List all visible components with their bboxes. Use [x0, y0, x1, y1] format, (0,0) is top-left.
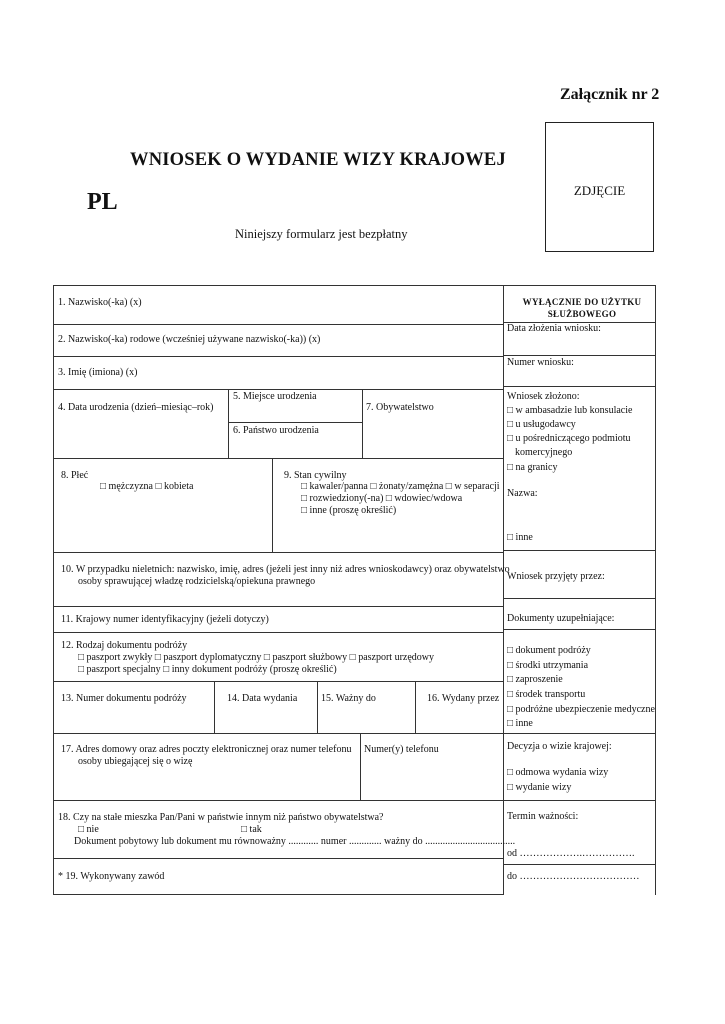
option-intermediary-cont: komercyjnego	[515, 447, 573, 458]
field-nationality: 7. Obywatelstwo	[366, 402, 434, 413]
official-use-header	[509, 296, 655, 320]
civil-status-options[interactable]: □ rozwiedziony(-na) □ wdowiec/wdowa	[301, 493, 463, 504]
doc-travel-document[interactable]: □ dokument podróży	[507, 645, 591, 656]
field-minor-guardian: 10. W przypadku nieletnich: nazwisko, imię, adres (jeżeli jest inny niż adres wnioskodawcy) oraz obywatelstwo	[61, 564, 510, 575]
option-other[interactable]: □ inne	[507, 532, 533, 543]
travel-document-options[interactable]: □ paszport specjalny □ inny dokument podróży (proszę określić)	[78, 664, 337, 675]
column-divider	[360, 733, 361, 800]
doc-invitation[interactable]: □ zaproszenie	[507, 674, 563, 685]
row-divider	[53, 858, 504, 859]
doc-other[interactable]: □ inne	[507, 718, 533, 729]
option-intermediary[interactable]: □ u pośredniczącego podmiotu	[507, 433, 631, 444]
field-travel-document-number: 13. Numer dokumentu podróży	[61, 693, 187, 704]
column-divider	[317, 681, 318, 733]
doc-means-of-transport[interactable]: □ środek transportu	[507, 689, 586, 700]
sex-options[interactable]: □ mężczyzna □ kobieta	[100, 481, 194, 492]
official-section-top-border	[504, 285, 656, 287]
residence-option-no[interactable]: □ nie	[78, 824, 99, 835]
option-embassy[interactable]: □ w ambasadzie lub konsulacie	[507, 405, 633, 416]
field-telephone: Numer(y) telefonu	[364, 744, 439, 755]
submitted-at-label: Wniosek złożono:	[507, 391, 580, 402]
field-valid-until: 15. Ważny do	[321, 693, 376, 704]
photo-label: ZDJĘCIE	[573, 183, 626, 198]
decision-issued[interactable]: □ wydanie wizy	[507, 782, 572, 793]
residence-option-yes[interactable]: □ tak	[241, 824, 262, 835]
option-service-provider[interactable]: □ u usługodawcy	[507, 419, 576, 430]
residence-permit-details: Dokument pobytowy lub dokument mu równoważny ............ numer ............. ważny do ....................................	[74, 836, 516, 847]
field-issued-by: 16. Wydany przez	[427, 693, 500, 704]
field-date-of-birth: 4. Data urodzenia (dzień–miesiąc–rok)	[58, 402, 214, 413]
official-divider	[504, 386, 656, 387]
application-number-label: Numer wniosku:	[507, 357, 574, 368]
civil-status-options[interactable]: □ kawaler/panna □ żonaty/zamężna □ w separacji	[301, 481, 500, 492]
official-divider	[504, 550, 656, 551]
row-divider	[53, 458, 504, 459]
row-divider	[53, 356, 504, 357]
row-divider	[53, 552, 504, 553]
column-divider	[228, 389, 229, 458]
validity-from: od ……………….…………….	[507, 848, 635, 859]
field-surname: 1. Nazwisko(-ka) (x)	[58, 297, 142, 308]
official-use-header-line2: SŁUŻBOWEGO	[547, 309, 617, 319]
official-divider	[504, 864, 656, 865]
official-divider	[504, 355, 656, 356]
row-divider	[53, 389, 504, 390]
row-divider	[53, 733, 504, 734]
field-residence-other-country: 18. Czy na stałe mieszka Pan/Pani w państwie innym niż państwo obywatelstwa?	[58, 812, 384, 823]
field-travel-document-type: 12. Rodzaj dokumentu podróży	[61, 640, 188, 651]
field-civil-status: 9. Stan cywilny	[284, 470, 347, 481]
official-section-right-border	[655, 285, 656, 895]
official-divider	[504, 629, 656, 630]
row-divider	[53, 606, 504, 607]
row-divider	[228, 422, 362, 423]
official-divider	[504, 800, 656, 801]
official-divider	[504, 733, 656, 734]
field-date-of-issue: 14. Data wydania	[227, 693, 298, 704]
doc-medical-insurance[interactable]: □ podróżne ubezpieczenie medyczne	[507, 704, 655, 715]
doc-means-of-subsistence[interactable]: □ środki utrzymania	[507, 660, 589, 671]
official-use-header-line1: WYŁĄCZNIE DO UŻYTKU	[522, 297, 642, 307]
field-minor-guardian-cont: osoby sprawującej władzę rodzicielską/opiekuna prawnego	[78, 576, 316, 587]
field-first-names: 3. Imię (imiona) (x)	[58, 367, 138, 378]
supporting-documents-label: Dokumenty uzupełniające:	[507, 613, 615, 624]
name-label: Nazwa:	[507, 488, 538, 499]
validity-to: do ………………………………	[507, 871, 640, 882]
option-border[interactable]: □ na granicy	[507, 462, 558, 473]
field-occupation: * 19. Wykonywany zawód	[58, 871, 165, 882]
visa-decision-label: Decyzja o wizie krajowej:	[507, 741, 612, 752]
application-form	[53, 285, 656, 895]
field-sex: 8. Płeć	[61, 470, 89, 481]
column-divider	[362, 389, 363, 458]
row-divider	[53, 324, 504, 325]
column-divider	[415, 681, 416, 733]
decision-refused[interactable]: □ odmowa wydania wizy	[507, 767, 609, 778]
date-submitted-label: Data złożenia wniosku:	[507, 323, 601, 334]
validity-label: Termin ważności:	[507, 811, 579, 822]
annex-number: Załącznik nr 2	[560, 86, 660, 103]
column-divider	[272, 458, 273, 552]
column-divider	[214, 681, 215, 733]
row-divider	[53, 681, 504, 682]
field-country-of-birth: 6. Państwo urodzenia	[233, 425, 319, 436]
form-title: WNIOSEK O WYDANIE WIZY KRAJOWEJ	[130, 150, 506, 170]
official-divider	[504, 598, 656, 599]
free-of-charge-note: Niniejszy formularz jest bezpłatny	[235, 227, 408, 241]
field-home-address-cont: osoby ubiegającej się o wizę	[78, 756, 193, 767]
row-divider	[53, 800, 504, 801]
photo-box	[545, 122, 654, 252]
civil-status-options[interactable]: □ inne (proszę określić)	[301, 505, 397, 516]
country-code: PL	[87, 189, 118, 215]
accepted-by-label: Wniosek przyjęty przez:	[507, 571, 605, 582]
travel-document-options[interactable]: □ paszport zwykły □ paszport dyplomatyczny □ paszport służbowy □ paszport urzędowy	[78, 652, 435, 663]
row-divider	[53, 632, 504, 633]
field-national-id: 11. Krajowy numer identyfikacyjny (jeżeli dotyczy)	[61, 614, 269, 625]
field-place-of-birth: 5. Miejsce urodzenia	[233, 391, 317, 402]
field-home-address: 17. Adres domowy oraz adres poczty elektronicznej oraz numer telefonu	[61, 744, 352, 755]
field-birth-surname: 2. Nazwisko(-ka) rodowe (wcześniej używane nazwisko(-ka)) (x)	[58, 334, 321, 345]
